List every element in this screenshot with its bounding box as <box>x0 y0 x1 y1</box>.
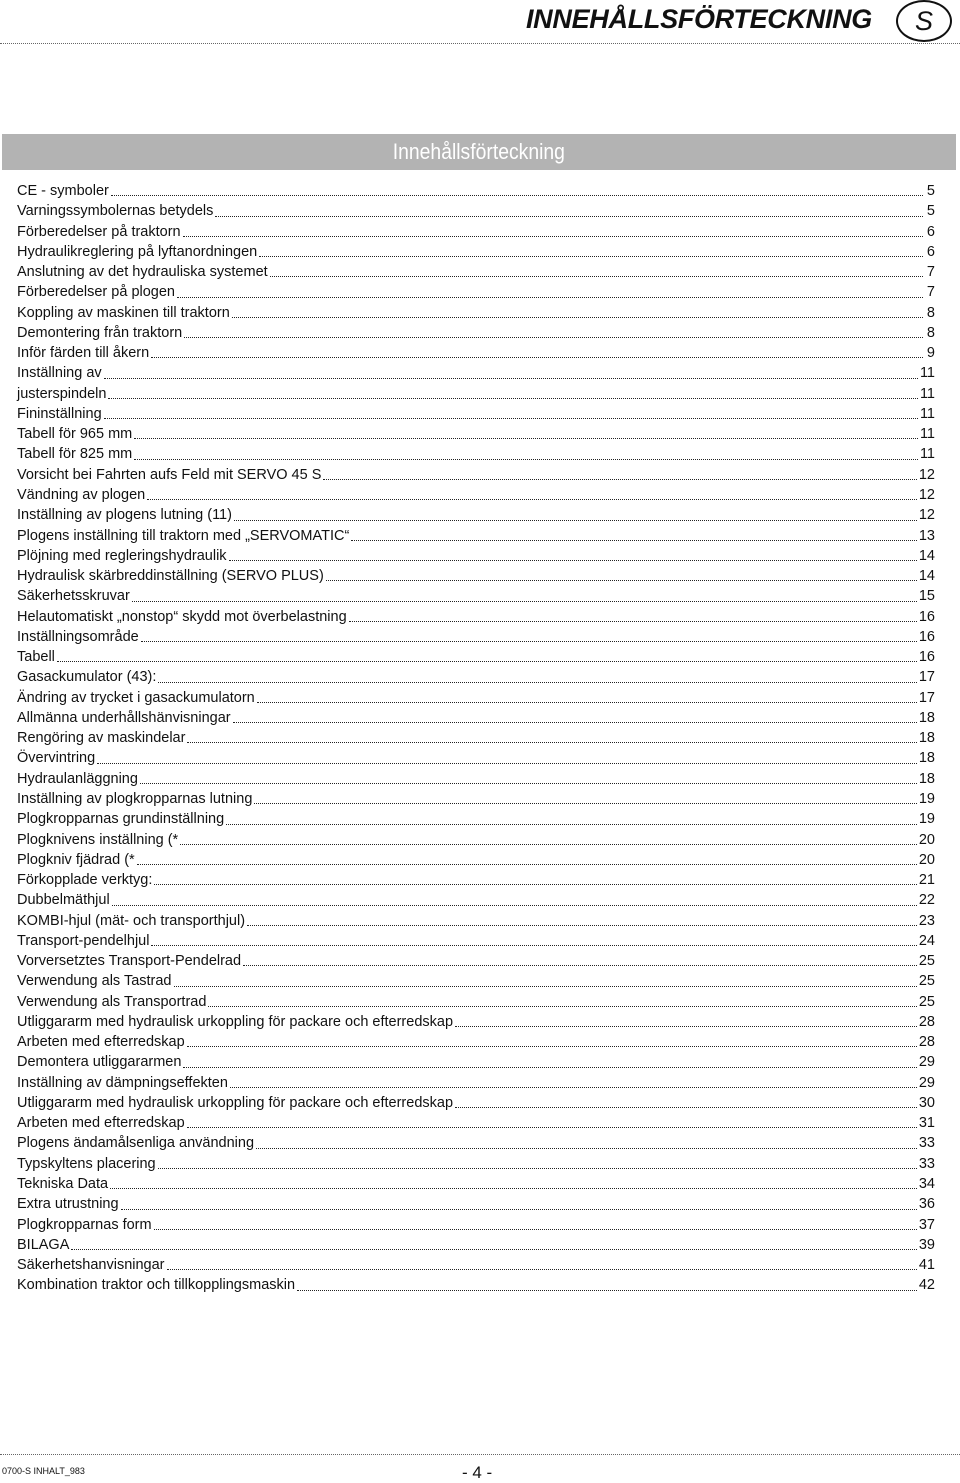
toc-entry[interactable] <box>17 526 935 546</box>
toc-leader-dots <box>254 803 916 804</box>
toc-entry-page: 24 <box>918 932 935 949</box>
toc-entry-page: 15 <box>918 588 935 605</box>
footer-divider <box>0 1454 960 1455</box>
toc-entry-page: 6 <box>926 223 935 240</box>
toc-leader-dots <box>121 1209 917 1210</box>
toc-entry-title: Dubbelmäthjul <box>17 892 110 909</box>
toc-leader-dots <box>230 1087 917 1088</box>
toc-entry[interactable] <box>17 465 935 485</box>
toc-entry-title: Transport-pendelhjul <box>17 932 150 949</box>
toc-entry-page: 25 <box>918 973 935 990</box>
toc-entry[interactable] <box>17 1154 935 1174</box>
toc-entry-page: 16 <box>918 608 935 625</box>
toc-entry[interactable] <box>17 586 935 606</box>
toc-entry-title: Extra utrustning <box>17 1196 119 1213</box>
toc-leader-dots <box>151 945 916 946</box>
toc-entry-page: 16 <box>918 628 935 645</box>
toc-entry-page: 18 <box>918 730 935 747</box>
toc-leader-dots <box>151 357 923 358</box>
toc-entry-title: Tabell <box>17 649 55 666</box>
toc-entry[interactable] <box>17 748 935 768</box>
toc-entry[interactable] <box>17 951 935 971</box>
toc-entry-title: Plöjning med regleringshydraulik <box>17 547 227 564</box>
toc-entry-title: Plogkropparnas grundinställning <box>17 811 225 828</box>
toc-entry[interactable] <box>17 809 935 829</box>
toc-leader-dots <box>154 884 916 885</box>
toc-entry-page: 8 <box>926 324 935 341</box>
toc-entry[interactable] <box>17 323 935 343</box>
toc-entry-title: Inställning av dämpningseffekten <box>17 1074 228 1091</box>
toc-entry-page: 11 <box>919 405 935 422</box>
toc-entry-title: Plogkropparnas form <box>17 1216 152 1233</box>
toc-entry[interactable] <box>17 971 935 991</box>
toc-entry[interactable] <box>17 363 935 383</box>
toc-entry-page: 9 <box>926 345 935 362</box>
toc-entry-page: 18 <box>918 709 935 726</box>
toc-entry-title: Varningssymbolernas betydels <box>17 203 214 220</box>
toc-entry[interactable] <box>17 1012 935 1032</box>
toc-leader-dots <box>154 1229 917 1230</box>
toc-entry[interactable] <box>17 1215 935 1235</box>
toc-entry-page: 11 <box>919 385 935 402</box>
toc-leader-dots <box>256 1148 917 1149</box>
toc-leader-dots <box>349 621 917 622</box>
toc-entry[interactable] <box>17 1133 935 1153</box>
toc-leader-dots <box>112 905 917 906</box>
toc-entry-title: Plogknivens inställning (* <box>17 831 179 848</box>
toc-leader-dots <box>215 216 923 217</box>
toc-entry[interactable] <box>17 667 935 687</box>
toc-entry-title: KOMBI-hjul (mät- och transporthjul) <box>17 912 246 929</box>
toc-leader-dots <box>132 601 917 602</box>
toc-entry[interactable] <box>17 282 935 302</box>
toc-entry-page: 5 <box>926 203 935 220</box>
toc-leader-dots <box>184 337 923 338</box>
toc-entry-page: 5 <box>926 183 935 199</box>
toc-entry-title: Anslutning av det hydrauliska systemet <box>17 264 268 281</box>
toc-entry-title: Arbeten med efterredskap <box>17 1034 185 1051</box>
toc-entry-title: Inför färden till åkern <box>17 345 150 362</box>
toc-entry-page: 11 <box>919 426 935 443</box>
toc-entry-page: 13 <box>918 527 935 544</box>
toc-leader-dots <box>183 1067 916 1068</box>
toc-entry-page: 6 <box>926 243 935 260</box>
toc-entry-title: Tekniska Data <box>17 1176 109 1193</box>
toc-entry-title: Verwendung als Transportrad <box>17 993 207 1010</box>
toc-leader-dots <box>158 1168 917 1169</box>
toc-entry-page: 41 <box>918 1257 935 1274</box>
toc-entry[interactable] <box>17 870 935 890</box>
toc-entry-page: 16 <box>918 649 935 666</box>
toc-leader-dots <box>167 1269 917 1270</box>
toc-entry-title: Inställning av plogens lutning (11) <box>17 507 232 524</box>
toc-entry[interactable] <box>17 505 935 525</box>
toc-entry[interactable] <box>17 485 935 505</box>
toc-entry-page: 25 <box>918 953 935 970</box>
toc-entry[interactable] <box>17 627 935 647</box>
toc-leader-dots <box>229 560 917 561</box>
toc-entry-page: 21 <box>918 872 935 889</box>
toc-leader-dots <box>351 540 917 541</box>
toc-entry-page: 7 <box>926 264 935 281</box>
toc-entry[interactable] <box>17 1235 935 1255</box>
toc-leader-dots <box>187 1046 917 1047</box>
toc-entry-page: 29 <box>918 1054 935 1071</box>
toc-entry-title: Fininställning <box>17 405 102 422</box>
toc-entry[interactable] <box>17 404 935 424</box>
toc-entry-title: Plogkniv fjädrad (* <box>17 851 135 868</box>
toc-entry-page: 7 <box>926 284 935 301</box>
toc-leader-dots <box>270 276 923 277</box>
toc-entry-title: Hydraulanläggning <box>17 770 138 787</box>
toc-entry-page: 14 <box>918 547 935 564</box>
toc-entry-page: 25 <box>918 993 935 1010</box>
toc-leader-dots <box>259 256 923 257</box>
toc-entry[interactable] <box>17 607 935 627</box>
toc-entry-title: Demontering från traktorn <box>17 324 183 341</box>
toc-leader-dots <box>104 378 918 379</box>
toc-leader-dots <box>234 520 917 521</box>
toc-leader-dots <box>134 459 918 460</box>
toc-entry-title: Kombination traktor och tillkopplingsmaskin <box>17 1277 296 1294</box>
toc-leader-dots <box>180 844 917 845</box>
toc-entry[interactable] <box>17 992 935 1012</box>
toc-entry[interactable] <box>17 1194 935 1214</box>
toc-leader-dots <box>147 499 917 500</box>
toc-entry-title: Vorsicht bei Fahrten aufs Feld mit SERVO 45 S <box>17 466 322 483</box>
toc-entry-title: Hydraulisk skärbreddinställning (SERVO PLUS) <box>17 568 324 585</box>
toc-entry-title: Utliggararm med hydraulisk urkoppling för packare och efterredskap <box>17 1094 454 1111</box>
toc-leader-dots <box>97 763 917 764</box>
toc-entry-title: Tabell för 825 mm <box>17 446 133 463</box>
toc-leader-dots <box>208 1006 916 1007</box>
toc-entry-title: Helautomatiskt „nonstop“ skydd mot överbelastning <box>17 608 347 625</box>
toc-entry-page: 12 <box>918 486 935 503</box>
toc-entry[interactable] <box>17 708 935 728</box>
toc-entry[interactable] <box>17 728 935 748</box>
toc-leader-dots <box>233 722 917 723</box>
toc-leader-dots <box>326 580 917 581</box>
language-badge: S <box>896 0 952 42</box>
toc-entry[interactable] <box>17 688 935 708</box>
toc-entry-title: Plogens inställning till traktorn med „SERVOMATIC“ <box>17 527 350 544</box>
toc-entry[interactable] <box>17 546 935 566</box>
toc-entry[interactable] <box>17 384 935 404</box>
toc-entry-title: Arbeten med efterredskap <box>17 1115 185 1132</box>
toc-entry[interactable] <box>17 1093 935 1113</box>
toc-entry-title: Inställning av <box>17 365 102 382</box>
toc-entry-title: Inställningsområde <box>17 628 139 645</box>
page-number: - 4 - <box>462 1463 493 1482</box>
toc-leader-dots <box>257 702 917 703</box>
toc-entry-page: 17 <box>918 689 935 706</box>
toc-entry-page: 17 <box>918 669 935 686</box>
toc-entry-title: Vändning av plogen <box>17 486 146 503</box>
toc-entry-title: Demontera utliggararmen <box>17 1054 182 1071</box>
toc-leader-dots <box>104 418 918 419</box>
toc-leader-dots <box>187 1127 917 1128</box>
toc-entry[interactable] <box>17 566 935 586</box>
toc-entry-page: 18 <box>918 770 935 787</box>
toc-entry-title: Övervintring <box>17 750 96 767</box>
toc-leader-dots <box>71 1249 916 1250</box>
toc-entry-page: 12 <box>918 507 935 524</box>
toc-entry[interactable] <box>17 303 935 323</box>
toc-entry-page: 11 <box>919 365 935 382</box>
toc-entry-page: 33 <box>918 1135 935 1152</box>
toc-entry[interactable] <box>17 242 935 262</box>
toc-leader-dots <box>57 661 917 662</box>
toc-leader-dots <box>110 1188 917 1189</box>
toc-leader-dots <box>183 236 923 237</box>
toc-entry[interactable] <box>17 647 935 667</box>
toc-entry[interactable] <box>17 1113 935 1133</box>
toc-entry[interactable] <box>17 769 935 789</box>
toc-entry-page: 20 <box>918 831 935 848</box>
toc-leader-dots <box>108 398 917 399</box>
toc-leader-dots <box>141 641 917 642</box>
toc-entry-page: 28 <box>918 1013 935 1030</box>
toc-entry-page: 37 <box>918 1216 935 1233</box>
toc-entry-page: 30 <box>918 1094 935 1111</box>
toc-leader-dots <box>111 195 923 196</box>
toc-banner <box>2 134 956 170</box>
toc-entry-page: 31 <box>918 1115 935 1132</box>
toc-entry-page: 8 <box>926 304 935 321</box>
toc-entry-page: 19 <box>918 811 935 828</box>
toc-entry[interactable] <box>17 1275 935 1295</box>
toc-entry-page: 28 <box>918 1034 935 1051</box>
toc-entry-page: 14 <box>918 568 935 585</box>
toc-entry-page: 18 <box>918 750 935 767</box>
toc-leader-dots <box>232 317 923 318</box>
toc-entry[interactable] <box>17 222 935 242</box>
toc-entry-page: 39 <box>918 1236 935 1253</box>
toc-entry[interactable] <box>17 1032 935 1052</box>
toc-banner-title: Innehållsförteckning <box>392 139 566 164</box>
toc-entry[interactable] <box>17 181 935 201</box>
toc-entry-title: CE - symboler <box>17 183 109 199</box>
toc-entry[interactable] <box>17 1052 935 1072</box>
header-divider <box>0 43 960 44</box>
toc-entry-title: Förkopplade verktyg: <box>17 872 153 889</box>
toc-entry-page: 12 <box>918 466 935 483</box>
toc-entry-title: Ändring av trycket i gasackumulatorn <box>17 689 255 706</box>
toc-entry-title: Rengöring av maskindelar <box>17 730 186 747</box>
toc-entry[interactable] <box>17 201 935 221</box>
toc-leader-dots <box>140 783 917 784</box>
toc-leader-dots <box>247 925 917 926</box>
toc-leader-dots <box>455 1107 917 1108</box>
toc-entry[interactable] <box>17 1174 935 1194</box>
toc-leader-dots <box>226 824 917 825</box>
toc-entry-title: Utliggararm med hydraulisk urkoppling för packare och efterredskap <box>17 1013 454 1030</box>
toc-leader-dots <box>177 297 923 298</box>
toc-entry-title: Förberedelser på plogen <box>17 284 175 301</box>
toc-leader-dots <box>187 742 916 743</box>
toc-entry-title: Verwendung als Tastrad <box>17 973 172 990</box>
toc-entry[interactable] <box>17 850 935 870</box>
toc-entry-page: 11 <box>919 446 935 463</box>
toc-entry-title: Förberedelser på traktorn <box>17 223 181 240</box>
toc-entry-page: 22 <box>918 892 935 909</box>
toc-leader-dots <box>134 438 918 439</box>
toc-entry-title: Inställning av plogkropparnas lutning <box>17 790 253 807</box>
toc-entry[interactable] <box>17 444 935 464</box>
header-title: INNEHÅLLSFÖRTECKNING <box>525 4 872 34</box>
toc-leader-dots <box>243 965 917 966</box>
toc-entry-title: BILAGA <box>17 1236 70 1253</box>
toc-entry[interactable] <box>17 931 935 951</box>
toc-entry-page: 23 <box>918 912 935 929</box>
toc-entry-page: 33 <box>918 1155 935 1172</box>
toc-entry[interactable] <box>17 424 935 444</box>
toc-entry[interactable] <box>17 789 935 809</box>
toc-entry-title: Typskyltens placering <box>17 1155 156 1172</box>
toc-entry-page: 20 <box>918 851 935 868</box>
toc-leader-dots <box>297 1290 917 1291</box>
toc-entry-page: 29 <box>918 1074 935 1091</box>
toc-entry[interactable] <box>17 830 935 850</box>
toc-leader-dots <box>137 864 917 865</box>
toc-entry[interactable] <box>17 1255 935 1275</box>
toc-entry-page: 19 <box>918 790 935 807</box>
toc-entry[interactable] <box>17 343 935 363</box>
toc-leader-dots <box>455 1026 917 1027</box>
toc-entry-title: Koppling av maskinen till traktorn <box>17 304 230 321</box>
toc-leader-dots <box>323 479 916 480</box>
toc-entry[interactable] <box>17 1073 935 1093</box>
table-of-contents <box>17 181 935 1296</box>
toc-entry-title: Hydraulikreglering på lyftanordningen <box>17 243 258 260</box>
toc-entry-page: 42 <box>918 1277 935 1294</box>
toc-entry-title: Plogens ändamålsenliga användning <box>17 1135 255 1152</box>
document-code: 0700-S INHALT_983 <box>2 1466 85 1476</box>
toc-entry-title: Vorversetztes Transport-Pendelrad <box>17 953 242 970</box>
toc-entry[interactable] <box>17 890 935 910</box>
toc-entry-title: Allmänna underhållshänvisningar <box>17 709 231 726</box>
toc-leader-dots <box>158 682 916 683</box>
toc-entry-title: Tabell för 965 mm <box>17 426 133 443</box>
toc-leader-dots <box>174 986 917 987</box>
toc-entry[interactable] <box>17 262 935 282</box>
toc-entry-title: Säkerhetsskruvar <box>17 588 130 605</box>
toc-entry-page: 36 <box>918 1196 935 1213</box>
toc-entry-page: 34 <box>918 1176 935 1193</box>
toc-entry-title: justerspindeln <box>17 385 107 402</box>
toc-entry[interactable] <box>17 911 935 931</box>
toc-entry-title: Säkerhetshanvisningar <box>17 1257 165 1274</box>
toc-entry-title: Gasackumulator (43): <box>17 669 157 686</box>
